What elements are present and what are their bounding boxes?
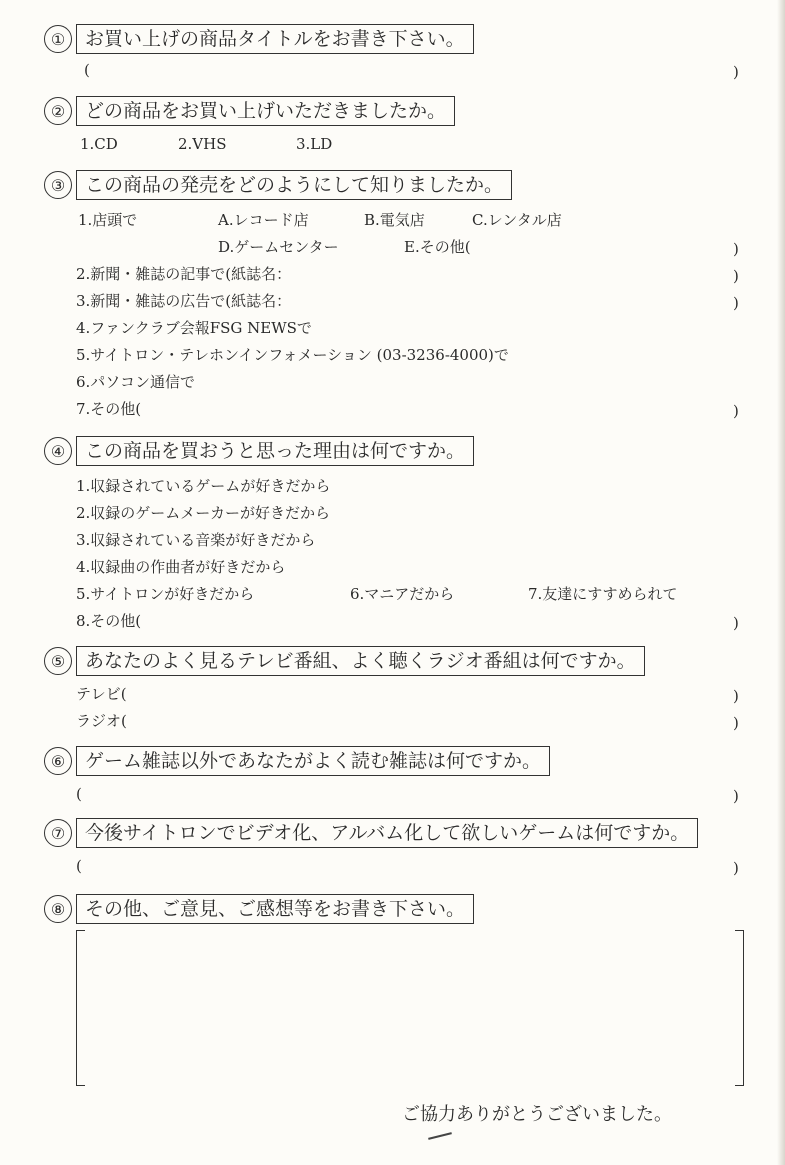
close-paren: ) xyxy=(733,402,739,420)
option-vhs: 2.VHS xyxy=(178,135,227,153)
option-telephone-info: 5.サイトロン・テレホンインフォメーション (03-3236-4000)で xyxy=(76,346,509,364)
option-cd: 1.CD xyxy=(80,135,118,153)
option-rental-store: C.レンタル店 xyxy=(472,211,562,229)
reason-7: 7.友達にすすめられて xyxy=(528,585,678,603)
question-6 xyxy=(44,746,550,776)
question-text: あなたのよく見るテレビ番組、よく聴くラジオ番組は何ですか。 xyxy=(76,646,645,676)
right-bracket xyxy=(735,930,744,1086)
question-3 xyxy=(44,170,512,200)
question-number: ③ xyxy=(44,171,72,199)
question-text: お買い上げの商品タイトルをお書き下さい。 xyxy=(76,24,474,54)
question-number: ⑥ xyxy=(44,747,72,775)
question-text: ゲーム雑誌以外であなたがよく読む雑誌は何ですか。 xyxy=(76,746,550,776)
reason-2: 2.収録のゲームメーカーが好きだから xyxy=(76,504,331,522)
question-text: その他、ご意見、ご感想等をお書き下さい。 xyxy=(76,894,474,924)
close-paren: ) xyxy=(733,687,739,705)
reason-3: 3.収録されている音楽が好きだから xyxy=(76,531,316,549)
close-paren: ) xyxy=(733,859,739,877)
question-number: ① xyxy=(44,25,72,53)
question-text: この商品の発売をどのようにして知りましたか。 xyxy=(76,170,512,200)
option-other: 7.その他( xyxy=(76,400,142,418)
open-paren: ( xyxy=(76,857,82,875)
open-paren: ( xyxy=(76,785,82,803)
reason-1: 1.収録されているゲームが好きだから xyxy=(76,477,331,495)
close-paren: ) xyxy=(733,267,739,285)
tv-label: テレビ( xyxy=(76,685,127,703)
pen-mark xyxy=(428,1132,452,1140)
close-paren: ) xyxy=(733,614,739,632)
reason-6: 6.マニアだから xyxy=(350,585,455,603)
answer-close-paren: ) xyxy=(733,63,739,81)
question-1 xyxy=(44,24,474,54)
option-news-ad: 3.新聞・雑誌の広告で(紙誌名： xyxy=(76,292,292,310)
radio-label: ラジオ( xyxy=(76,712,127,730)
question-text: どの商品をお買い上げいただきましたか。 xyxy=(76,96,455,126)
thanks-message: ご協力ありがとうございました。 xyxy=(402,1104,672,1125)
question-5 xyxy=(44,646,645,676)
left-bracket xyxy=(76,930,85,1086)
option-fanclub: 4.ファンクラブ会報FSG NEWSで xyxy=(76,319,312,337)
option-store: 1.店頭で xyxy=(78,211,138,229)
close-paren: ) xyxy=(733,240,739,258)
reason-5: 5.サイトロンが好きだから xyxy=(76,585,255,603)
close-paren: ) xyxy=(733,294,739,312)
option-news-article: 2.新聞・雑誌の記事で(紙誌名： xyxy=(76,265,292,283)
question-number: ⑧ xyxy=(44,895,72,923)
option-other-store: E.その他( xyxy=(404,238,471,256)
option-pc-network: 6.パソコン通信で xyxy=(76,373,196,391)
answer-open-paren: ( xyxy=(84,61,90,79)
reason-4: 4.収録曲の作曲者が好きだから xyxy=(76,558,286,576)
reason-8: 8.その他( xyxy=(76,612,142,630)
question-7 xyxy=(44,818,698,848)
question-number: ④ xyxy=(44,437,72,465)
comment-area[interactable] xyxy=(76,930,744,1086)
close-paren: ) xyxy=(733,787,739,805)
question-text: 今後サイトロンでビデオ化、アルバム化して欲しいゲームは何ですか。 xyxy=(76,818,698,848)
close-paren: ) xyxy=(733,714,739,732)
option-record-store: A.レコード店 xyxy=(218,211,309,229)
option-game-center: D.ゲームセンター xyxy=(218,238,339,256)
question-8 xyxy=(44,894,474,924)
option-ld: 3.LD xyxy=(296,135,333,153)
question-4 xyxy=(44,436,474,466)
question-number: ⑤ xyxy=(44,647,72,675)
question-number: ② xyxy=(44,97,72,125)
question-number: ⑦ xyxy=(44,819,72,847)
question-2 xyxy=(44,96,455,126)
option-electronics-store: B.電気店 xyxy=(364,211,425,229)
question-text: この商品を買おうと思った理由は何ですか。 xyxy=(76,436,474,466)
page-edge-shadow xyxy=(777,0,785,1165)
